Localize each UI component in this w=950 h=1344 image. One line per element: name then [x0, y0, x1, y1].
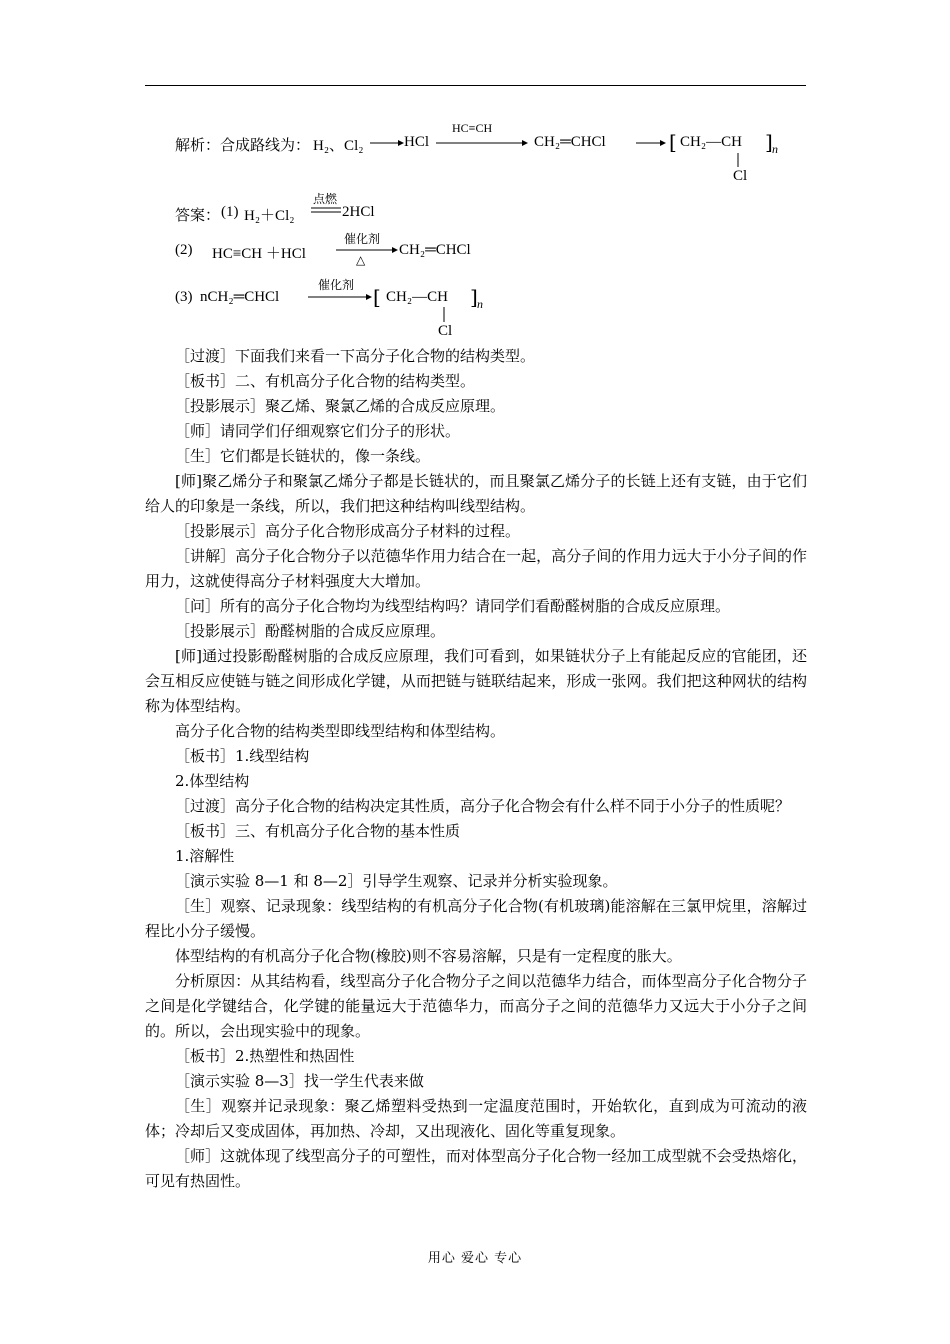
- eq1-right: 2HCl: [342, 204, 375, 220]
- analysis-hcl: HCl: [404, 134, 430, 150]
- paragraph: ［生］观察并记录现象：聚乙烯塑料受热到一定温度范围时，开始软化，直到成为可流动的液体；冷却后又变成固体，再加热、冷却，又出现液化、固化等重复现象。: [145, 1097, 807, 1140]
- paragraph: 体型结构的有机高分子化合物(橡胶)则不容易溶解，只是有一定程度的胀大。: [175, 947, 682, 965]
- paragraph: ［师］这就体现了线型高分子的可塑性，而对体型高分子化合物一经加工成型就不会受热熔化，可见有热固性。: [145, 1147, 807, 1190]
- paragraph: [师]聚乙烯分子和聚氯乙烯分子都是长链状的，而且聚氯乙烯分子的长链上还有支链，由于它们给人的印象是一条线，所以，我们把这种结构叫线型结构。: [145, 472, 807, 515]
- eq3-number: (3): [175, 289, 193, 305]
- analysis-bracket-left: [: [669, 130, 677, 154]
- eq2-right: CH₂═CHCl: [399, 242, 471, 258]
- paragraph: ［讲解］高分子化合物分子以范德华作用力结合在一起，高分子间的作用力远大于小分子间的作用力，这就使得高分子材料强度大大增加。: [145, 547, 807, 590]
- paragraph: 2.体型结构: [175, 772, 250, 790]
- answer-label: 答案：: [175, 206, 221, 224]
- eq3-condition: 催化剂: [318, 278, 355, 292]
- analysis-reactants: H₂、Cl₂: [313, 138, 364, 154]
- paragraph: ［投影展示］酚醛树脂的合成反应原理。: [175, 622, 446, 640]
- eq2-left: HC≡CH ＋HCl: [212, 246, 306, 262]
- paragraph: 1.溶解性: [175, 847, 235, 865]
- paragraph: ［板书］二、有机高分子化合物的结构类型。: [175, 372, 476, 390]
- analysis-label: 解析：合成路线为：: [175, 136, 311, 154]
- eq3-bracket-right: ]: [470, 285, 478, 309]
- analysis-polymer-n: n: [772, 142, 778, 156]
- paragraph: ［板书］2.热塑性和热固性: [175, 1047, 355, 1065]
- paragraph: [师]通过投影酚醛树脂的合成反应原理，我们可看到，如果链状分子上有能起反应的官能团，还会互相反应使链与链之间形成化学键，从而把链与链联结起来，形成一张网。我们把这种网状的结构称为体型结构。: [145, 647, 807, 715]
- eq3-side-group: Cl: [438, 323, 453, 339]
- analysis-monomer: CH₂═CHCl: [534, 134, 606, 150]
- paragraph: ［生］观察、记录现象：线型结构的有机高分子化合物(有机玻璃)能溶解在三氯甲烷里，溶解过程比小分子缓慢。: [145, 897, 807, 940]
- analysis-side-group: Cl: [733, 168, 748, 184]
- eq1-left: H₂＋Cl₂: [244, 208, 295, 224]
- analysis-reagent: HC≡CH: [452, 121, 493, 135]
- eq2-condition-bottom: △: [356, 253, 366, 267]
- paragraph: ［过渡］下面我们来看一下高分子化合物的结构类型。: [175, 347, 536, 365]
- analysis-polymer-chain: CH₂—CH: [680, 134, 742, 150]
- eq1-number: (1): [221, 204, 239, 220]
- eq2-number: (2): [175, 242, 193, 258]
- paragraph: ［师］请同学们仔细观察它们分子的形状。: [175, 422, 461, 440]
- paragraph: ［演示实验 8—1 和 8—2］引导学生观察、记录并分析实验现象。: [175, 872, 618, 890]
- paragraph: ［生］它们都是长链状的，像一条线。: [175, 447, 431, 465]
- paragraph: ［板书］三、有机高分子化合物的基本性质: [175, 822, 461, 840]
- paragraph: 高分子化合物的结构类型即线型结构和体型结构。: [175, 722, 506, 740]
- paragraph: ［投影展示］聚乙烯、聚氯乙烯的合成反应原理。: [175, 397, 506, 415]
- paragraph: ［过渡］高分子化合物的结构决定其性质，高分子化合物会有什么样不同于小分子的性质呢？: [175, 797, 791, 815]
- eq1-condition: 点燃: [313, 192, 338, 206]
- paragraph: ［投影展示］高分子化合物形成高分子材料的过程。: [175, 522, 521, 540]
- page-footer: 用心 爱心 专心: [427, 1251, 523, 1266]
- paragraph: ［问］所有的高分子化合物均为线型结构吗？请同学们看酚醛树脂的合成反应原理。: [175, 597, 731, 615]
- paragraph: ［演示实验 8—3］找一学生代表来做: [175, 1072, 424, 1090]
- eq3-n: n: [477, 297, 483, 311]
- eq3-left: nCH₂═CHCl: [200, 289, 280, 305]
- eq2-condition-top: 催化剂: [344, 232, 381, 246]
- paragraph: 分析原因：从其结构看，线型高分子化合物分子之间以范德华力结合，而体型高分子化合物分子之间是化学键结合，化学键的能量远大于范德华力，而高分子之间的范德华力又远大于小分子之间的。所以，会出现实验中的现象。: [145, 972, 807, 1040]
- body-text: [145, 344, 807, 1194]
- analysis-bracket-right: ]: [765, 130, 773, 154]
- paragraph: ［板书］1.线型结构: [175, 747, 310, 765]
- eq3-bracket-left: [: [373, 285, 381, 309]
- eq3-chain: CH₂—CH: [386, 289, 448, 305]
